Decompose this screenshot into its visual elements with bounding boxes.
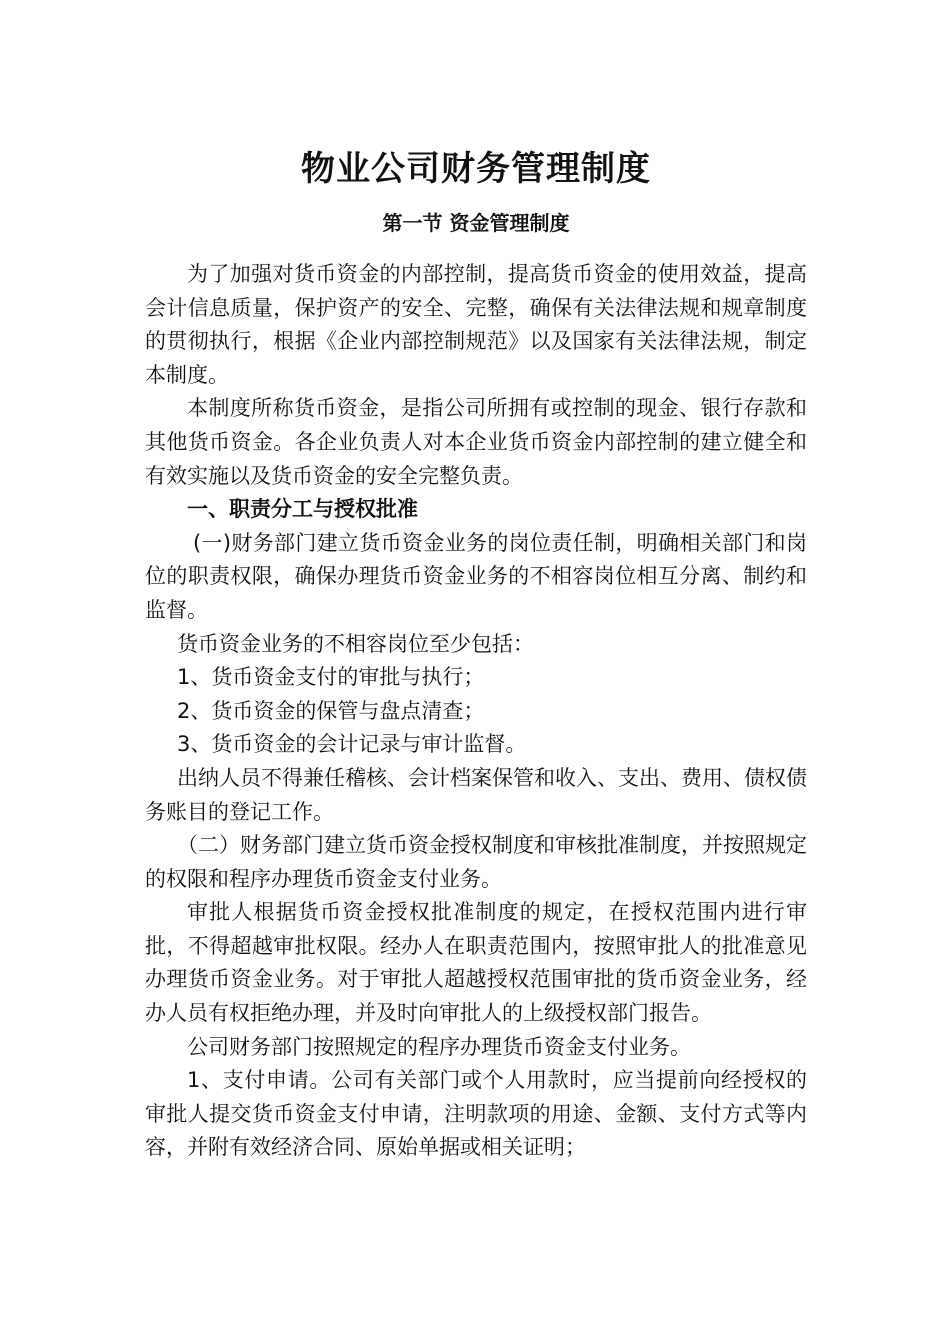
paragraph-approver-rule: 审批人根据货币资金授权批准制度的规定，在授权范围内进行审批，不得超越审批权限。经办人在职责范围内，按照审批人的批准意见办理货币资金业务。对于审批人超越授权范围审批的货币资金业务，经办人员有权拒绝办理，并及时向审批人的上级授权部门报告。 <box>145 900 807 1026</box>
paragraph-cashier-rule: 出纳人员不得兼任稽核、会计档案保管和收入、支出、费用、债权债务账目的登记工作。 <box>145 765 807 824</box>
paragraph-purpose: 为了加强对货币资金的内部控制，提高货币资金的使用效益，提高会计信息质量，保护资产的安全、完整，确保有关法律法规和规章制度的贯彻执行，根据《企业内部控制规范》以及国家有关法律法规，制定本制度。 <box>145 262 807 387</box>
paragraph-payment-procedure: 公司财务部门按照规定的程序办理货币资金支付业务。 <box>187 1034 691 1059</box>
list-item: 1、货币资金支付的审批与执行； <box>177 665 485 690</box>
paragraph-clause-2: （二）财务部门建立货币资金授权制度和审核批准制度，并按照规定的权限和程序办理货币资金支付业务。 <box>145 833 807 891</box>
section-title: 第一节 资金管理制度 <box>382 211 570 235</box>
paragraph-clause-1: (一)财务部门建立货币资金业务的岗位责任制，明确相关部门和岗位的职责权限，确保办理货币资金业务的不相容岗位相互分离、制约和监督。 <box>145 530 807 622</box>
document-title: 物业公司财务管理制度 <box>301 149 651 189</box>
list-item: 2、货币资金的保管与盘点清查； <box>177 698 485 723</box>
list-item: 3、货币资金的会计记录与审计监督。 <box>177 732 527 757</box>
paragraph-definition: 本制度所称货币资金，是指公司所拥有或控制的现金、银行存款和其他货币资金。各企业负责人对本企业货币资金内部控制的建立健全和有效实施以及货币资金的安全完整负责。 <box>145 396 807 488</box>
subheading-duties: 一、职责分工与授权批准 <box>187 497 418 522</box>
document-page <box>145 145 807 1165</box>
paragraph-incompatible-posts: 货币资金业务的不相容岗位至少包括： <box>177 631 534 656</box>
paragraph-payment-application: 1、支付申请。公司有关部门或个人用款时，应当提前向经授权的审批人提交货币资金支付申请，注明款项的用途、金额、支付方式等内容，并附有效经济合同、原始单据或相关证明； <box>145 1068 807 1160</box>
